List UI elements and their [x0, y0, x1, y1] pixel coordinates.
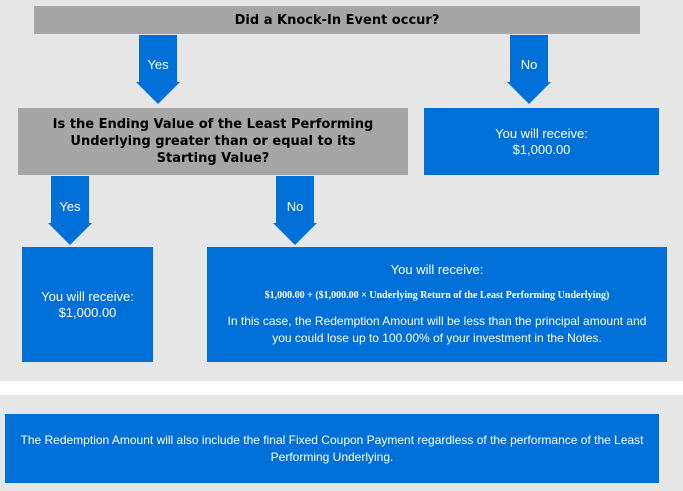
- redemption-formula: $1,000.00 + ($1,000.00 × Underlying Return of the Least Performing Underlying): [264, 290, 610, 301]
- q1-yes-label: Yes: [147, 57, 169, 72]
- ending-above-start-outcome-heading: You will receive:: [41, 288, 134, 304]
- q2-no-label: No: [286, 199, 304, 214]
- q1-no-label: No: [520, 57, 538, 72]
- ending-above-start-outcome-box: [22, 247, 153, 362]
- coupon-footer-box: [5, 414, 659, 483]
- knock-in-question-box: [34, 6, 640, 34]
- no-knock-in-outcome-box: [424, 108, 659, 175]
- ending-below-start-outcome-heading: You will receive:: [390, 262, 484, 277]
- q2-yes-label: Yes: [59, 199, 81, 214]
- ending-below-start-outcome-box: [207, 247, 667, 362]
- ending-value-question-text: Is the Ending Value of the Least Performing Underlying greater than or equal to its Starting Value?: [52, 117, 374, 166]
- no-knock-in-outcome-heading: You will receive:: [495, 125, 588, 141]
- ending-above-start-outcome-amount: $1,000.00: [58, 304, 117, 320]
- knock-in-question-text: Did a Knock-In Event occur?: [234, 12, 440, 28]
- coupon-footer-text: The Redemption Amount will also include the final Fixed Coupon Payment regardless of the performance of the Least Performing Underlying.: [20, 432, 644, 464]
- no-knock-in-outcome-amount: $1,000.00: [512, 141, 571, 157]
- ending-value-question-box: [18, 108, 408, 175]
- q2-yes-arrow: [48, 176, 92, 245]
- loss-warning-note: In this case, the Redemption Amount will be less than the principal amount and you could lose up to 100.00% of your investment in the Notes.: [227, 314, 647, 345]
- q1-yes-arrow: [136, 35, 180, 104]
- q1-no-arrow: [507, 35, 551, 104]
- q2-no-arrow: [273, 176, 317, 245]
